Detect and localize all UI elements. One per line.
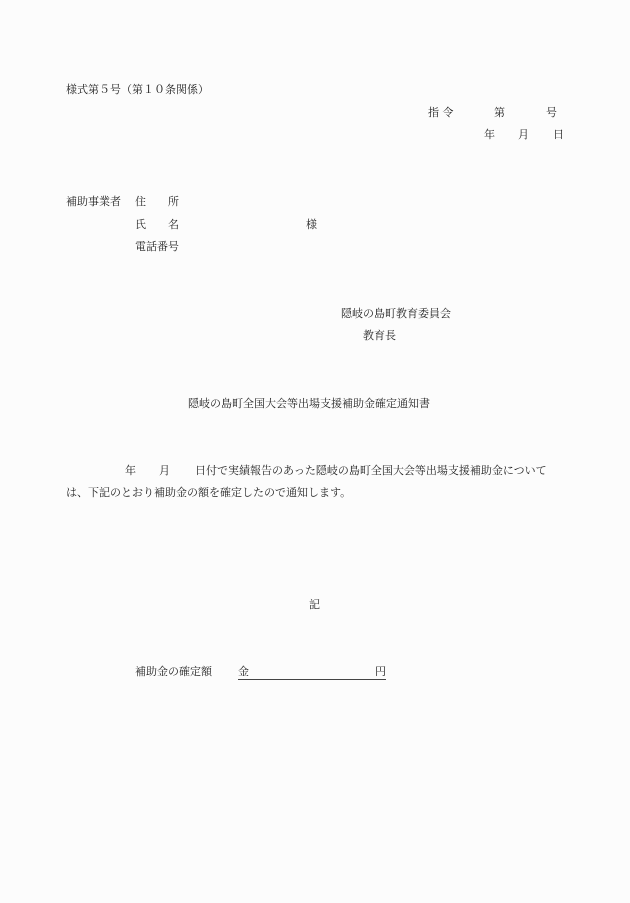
phone-label: 電話番号 bbox=[135, 240, 179, 253]
amount-field bbox=[238, 665, 386, 680]
address-label: 住 所 bbox=[135, 195, 179, 208]
directive-label: 指 令 bbox=[428, 106, 454, 119]
issuer-title: 教育長 bbox=[363, 329, 396, 342]
body-line2: は、下記のとおり補助金の額を確定したので通知します。 bbox=[66, 486, 352, 499]
amount-suffix: 円 bbox=[375, 665, 386, 678]
ki-heading: 記 bbox=[309, 598, 320, 611]
honorific-sama: 様 bbox=[306, 218, 317, 231]
body-year: 年 bbox=[125, 464, 136, 477]
body-month: 月 bbox=[159, 464, 170, 477]
directive-go: 号 bbox=[546, 106, 557, 119]
amount-prefix: 金 bbox=[238, 665, 249, 678]
form-number: 様式第５号（第１０条関係） bbox=[66, 83, 209, 96]
body-line1: 日付で実績報告のあった隠岐の島町全国大会等出場支援補助金について bbox=[195, 464, 547, 477]
name-label: 氏 名 bbox=[135, 218, 179, 231]
date-year: 年 bbox=[484, 128, 495, 141]
recipient-role: 補助事業者 bbox=[66, 195, 121, 208]
issuer-organization: 隠岐の島町教育委員会 bbox=[341, 307, 451, 320]
document-title: 隠岐の島町全国大会等出場支援補助金確定通知書 bbox=[188, 397, 430, 410]
directive-dai: 第 bbox=[494, 106, 505, 119]
date-day: 日 bbox=[553, 128, 564, 141]
amount-label: 補助金の確定額 bbox=[135, 665, 212, 678]
date-month: 月 bbox=[518, 128, 529, 141]
